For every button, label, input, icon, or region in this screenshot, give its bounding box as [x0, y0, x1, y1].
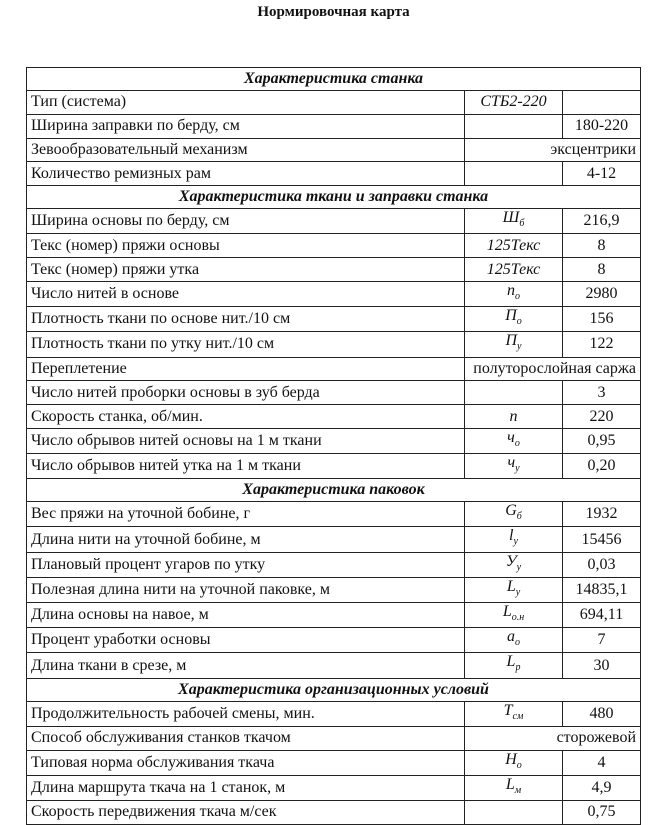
symbol-letter: L	[505, 775, 515, 793]
symbol-letter: П	[505, 307, 517, 325]
parameter-label: Ширина заправки по берду, см	[27, 114, 465, 138]
symbol-letter: Ш	[502, 209, 520, 227]
parameter-value: 8	[563, 234, 641, 258]
symbol-letter: L	[506, 577, 516, 595]
table-row	[27, 381, 641, 405]
symbol-letter: Н	[505, 750, 517, 768]
table-row	[27, 628, 641, 653]
parameter-symbol	[465, 209, 563, 234]
parameter-symbol	[465, 162, 563, 186]
parameter-value: 7	[563, 628, 641, 653]
symbol-subscript: о	[515, 291, 520, 303]
parameter-symbol	[465, 750, 563, 775]
table-row	[27, 603, 641, 628]
table-row	[27, 307, 641, 332]
parameter-value: 480	[563, 701, 641, 726]
symbol-letter: G	[505, 502, 517, 520]
parameter-value: 3	[563, 381, 641, 405]
symbol-letter: n	[507, 281, 515, 299]
table-row	[27, 258, 641, 282]
parameter-label: Плотность ткани по утку нит./10 см	[27, 332, 465, 357]
table-row	[27, 405, 641, 429]
table-row	[27, 726, 641, 750]
parameter-value: 4	[563, 750, 641, 775]
symbol-subscript: о.н	[511, 612, 525, 624]
parameter-symbol	[465, 428, 563, 453]
symbol-letter: n	[509, 407, 518, 425]
parameter-label: Число обрывов нитей основы на 1 м ткани	[27, 428, 465, 453]
section-header: Характеристика паковок	[27, 479, 641, 502]
symbol-letter: П	[505, 332, 518, 350]
parameter-label: Тип (система)	[27, 91, 465, 115]
parameter-value: 30	[563, 653, 641, 678]
parameter-symbol	[465, 628, 563, 653]
table-row	[27, 332, 641, 357]
parameter-label: Продолжительность рабочей смены, мин.	[27, 701, 465, 726]
table-row	[27, 577, 641, 602]
symbol-subscript: у	[517, 341, 522, 353]
table-row	[27, 701, 641, 726]
parameter-symbol	[465, 775, 563, 800]
symbol-subscript: у	[515, 463, 520, 475]
symbol-subscript: б	[516, 511, 522, 523]
section-header: Характеристика станка	[27, 68, 641, 91]
symbol-letter: ч	[507, 428, 515, 446]
section-header-row	[27, 186, 641, 209]
parameter-value: 2980	[563, 281, 641, 306]
parameter-value: эксцентрики	[465, 138, 641, 162]
parameter-value: 0,20	[563, 454, 641, 479]
table-row	[27, 750, 641, 775]
parameter-label: Полезная длина нити на уточной паковке, м	[27, 577, 465, 602]
table-row	[27, 502, 641, 527]
parameter-value: 156	[563, 307, 641, 332]
parameter-label: Вес пряжи на уточной бобине, г	[27, 502, 465, 527]
parameter-label: Ширина основы по берду, см	[27, 209, 465, 234]
parameter-symbol	[465, 281, 563, 306]
symbol-letter: l	[509, 527, 514, 545]
table-row	[27, 552, 641, 577]
section-header-row	[27, 678, 641, 701]
parameter-symbol	[465, 405, 563, 429]
table-row	[27, 653, 641, 678]
parameter-label: Количество ремизных рам	[27, 162, 465, 186]
parameter-symbol	[465, 800, 563, 824]
parameter-label: Плотность ткани по основе нит./10 см	[27, 307, 465, 332]
parameter-label: Скорость станка, об/мин.	[27, 405, 465, 429]
symbol-subscript: о	[514, 438, 520, 450]
parameter-label: Переплетение	[27, 357, 465, 381]
symbol-letter: a	[507, 628, 515, 646]
parameter-label: Число нитей в основе	[27, 281, 465, 306]
parameter-symbol	[465, 502, 563, 527]
parameter-label: Процент уработки основы	[27, 628, 465, 653]
parameter-label: Длина основы на навое, м	[27, 603, 465, 628]
parameter-label: Плановый процент угаров по утку	[27, 552, 465, 577]
symbol-letter: T	[503, 701, 513, 719]
table-row	[27, 454, 641, 479]
symbol-letter: 125Текс	[486, 236, 541, 254]
parameter-label: Способ обслуживания станков ткачом	[27, 726, 465, 750]
symbol-subscript: о	[515, 637, 520, 649]
symbol-subscript: у	[515, 587, 521, 599]
parameter-symbol	[465, 381, 563, 405]
parameter-symbol	[465, 527, 563, 552]
symbol-letter: L	[502, 603, 512, 621]
parameter-label: Длина маршрута ткача на 1 станок, м	[27, 775, 465, 800]
parameter-label: Число нитей проборки основы в зуб берда	[27, 381, 465, 405]
parameter-symbol	[465, 701, 563, 726]
parameter-value: 0,95	[563, 428, 641, 453]
section-header-row	[27, 479, 641, 502]
table-row	[27, 775, 641, 800]
table-row	[27, 800, 641, 824]
norm-table-body	[27, 68, 641, 825]
parameter-value: 180-220	[563, 114, 641, 138]
symbol-subscript: о	[516, 759, 522, 771]
parameter-label: Типовая норма обслуживания ткача	[27, 750, 465, 775]
parameter-symbol	[465, 258, 563, 282]
parameter-value: 694,11	[563, 603, 641, 628]
parameter-value	[563, 91, 641, 115]
page-title: Нормировочная карта	[257, 4, 410, 20]
section-header: Характеристика организационных условий	[27, 678, 641, 701]
table-row	[27, 527, 641, 552]
parameter-value: 14835,1	[563, 577, 641, 602]
parameter-symbol	[465, 603, 563, 628]
table-row	[27, 162, 641, 186]
parameter-label: Длина нити на уточной бобине, м	[27, 527, 465, 552]
symbol-letter: L	[506, 653, 516, 671]
table-row	[27, 209, 641, 234]
parameter-label: Зевообразовательный механизм	[27, 138, 465, 162]
parameter-symbol	[465, 653, 563, 678]
parameter-symbol	[465, 454, 563, 479]
section-header-row	[27, 68, 641, 91]
symbol-letter: ч	[507, 454, 516, 472]
parameter-symbol	[465, 234, 563, 258]
parameter-value: 4-12	[563, 162, 641, 186]
table-row	[27, 114, 641, 138]
symbol-letter: СТБ2-220	[480, 93, 547, 111]
parameter-value: 8	[563, 258, 641, 282]
parameter-value: 216,9	[563, 209, 641, 234]
parameter-label: Текс (номер) пряжи основы	[27, 234, 465, 258]
symbol-letter: У	[505, 552, 517, 570]
table-row	[27, 91, 641, 115]
parameter-value: 122	[563, 332, 641, 357]
parameter-value: сторожевой	[465, 726, 641, 750]
table-row	[27, 357, 641, 381]
parameter-value: 0,75	[563, 800, 641, 824]
symbol-letter: 125Текс	[486, 260, 541, 278]
section-header: Характеристика ткани и заправки станка	[27, 186, 641, 209]
parameter-value: полуторослойная саржа	[465, 357, 641, 381]
table-row	[27, 138, 641, 162]
symbol-subscript: р	[515, 662, 521, 674]
symbol-subscript: у	[513, 536, 518, 548]
parameter-label: Текс (номер) пряжи утка	[27, 258, 465, 282]
parameter-symbol	[465, 577, 563, 602]
symbol-subscript: см	[512, 710, 524, 722]
parameter-label: Длина ткани в срезе, м	[27, 653, 465, 678]
symbol-subscript: б	[519, 218, 525, 230]
parameter-label: Число обрывов нитей утка на 1 м ткани	[27, 454, 465, 479]
table-row	[27, 428, 641, 453]
parameter-symbol	[465, 307, 563, 332]
parameter-value: 1932	[563, 502, 641, 527]
symbol-subscript: у	[516, 561, 522, 573]
symbol-subscript: о	[516, 316, 522, 328]
norm-table	[26, 67, 641, 825]
parameter-value: 0,03	[563, 552, 641, 577]
parameter-value: 4,9	[563, 775, 641, 800]
parameter-symbol	[465, 332, 563, 357]
table-row	[27, 234, 641, 258]
parameter-symbol	[465, 114, 563, 138]
parameter-value: 220	[563, 405, 641, 429]
parameter-value: 15456	[563, 527, 641, 552]
parameter-label: Скорость передвижения ткача м/сек	[27, 800, 465, 824]
parameter-symbol	[465, 91, 563, 115]
table-row	[27, 281, 641, 306]
parameter-symbol	[465, 552, 563, 577]
symbol-subscript: м	[514, 784, 522, 796]
